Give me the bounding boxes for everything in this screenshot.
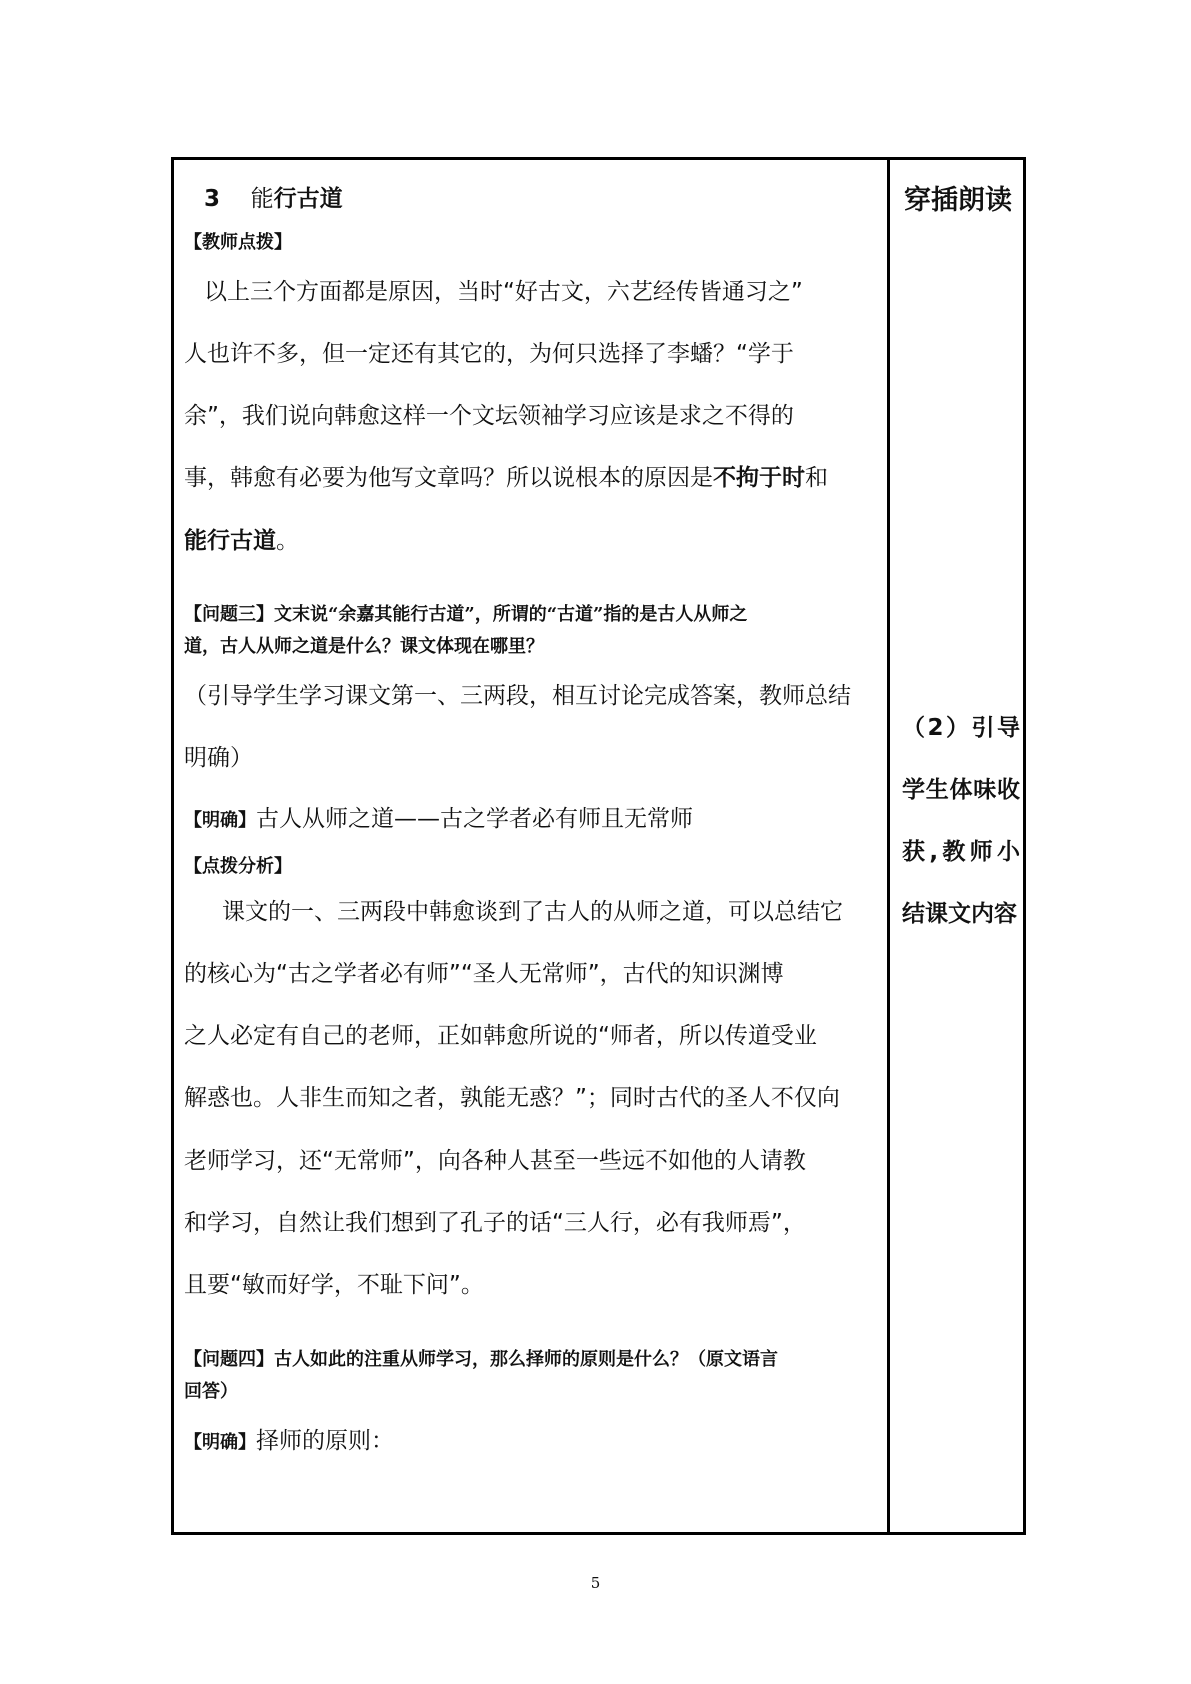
analysis-line4: 解惑也。人非生而知之者，孰能无惑？”；同时古代的圣人不仅向 <box>184 1085 840 1111</box>
side-note: （2）引导学生体味收获,教师小结课文内容 <box>902 715 1020 927</box>
para1-line5: 能行古道。 <box>184 528 299 554</box>
section-heading: 3 能行古道 <box>204 186 343 212</box>
clear1: 【明确】古人从师之道——古之学者必有师且无常师 <box>184 806 693 832</box>
q4-line2: 回答） <box>184 1381 238 1402</box>
q3-line1: 【问题三】文末说“余嘉其能行古道”，所谓的“古道”指的是古人从师之 <box>184 604 748 625</box>
para1-line4: 事，韩愈有必要为他写文章吗？所以说根本的原因是不拘于时和 <box>184 465 828 491</box>
para1-line1: 以上三个方面都是原因，当时“好古文，六艺经传皆通习之” <box>204 279 803 305</box>
guide-line1: （引导学生学习课文第一、三两段，相互讨论完成答案，教师总结 <box>184 683 851 709</box>
analysis-line3: 之人必定有自己的老师，正如韩愈所说的“师者，所以传道受业 <box>184 1023 817 1049</box>
q4-line1: 【问题四】古人如此的注重从师学习，那么择师的原则是什么？（原文语言 <box>184 1349 778 1370</box>
main-column <box>184 160 884 1532</box>
analysis-line5: 老师学习，还“无常师”，向各种人甚至一些远不如他的人请教 <box>184 1148 806 1174</box>
guide-line2: 明确） <box>184 745 253 771</box>
side-title: 穿插朗读 <box>904 185 1012 216</box>
lesson-table <box>171 157 1026 1535</box>
q3-line2: 道，古人从师之道是什么？课文体现在哪里？ <box>184 636 544 657</box>
analysis-line7: 且要“敏而好学，不耻下问”。 <box>184 1272 484 1298</box>
para1-line2: 人也许不多，但一定还有其它的，为何只选择了李蟠？“学于 <box>184 341 794 367</box>
analysis-label: 【点拨分析】 <box>184 856 292 877</box>
clear2: 【明确】择师的原则： <box>184 1428 394 1454</box>
analysis-line2: 的核心为“古之学者必有师”“圣人无常师”，古代的知识渊博 <box>184 961 784 987</box>
para1-line3: 余”，我们说向韩愈这样一个文坛领袖学习应该是求之不得的 <box>184 403 794 429</box>
side-column <box>890 160 1026 1532</box>
analysis-line1: 课文的一、三两段中韩愈谈到了古人的从师之道，可以总结它 <box>222 899 843 925</box>
analysis-line6: 和学习，自然让我们想到了孔子的话“三人行，必有我师焉”， <box>184 1210 806 1236</box>
page-number: 5 <box>590 1574 601 1592</box>
teacher-tip-label: 【教师点拨】 <box>184 232 292 253</box>
